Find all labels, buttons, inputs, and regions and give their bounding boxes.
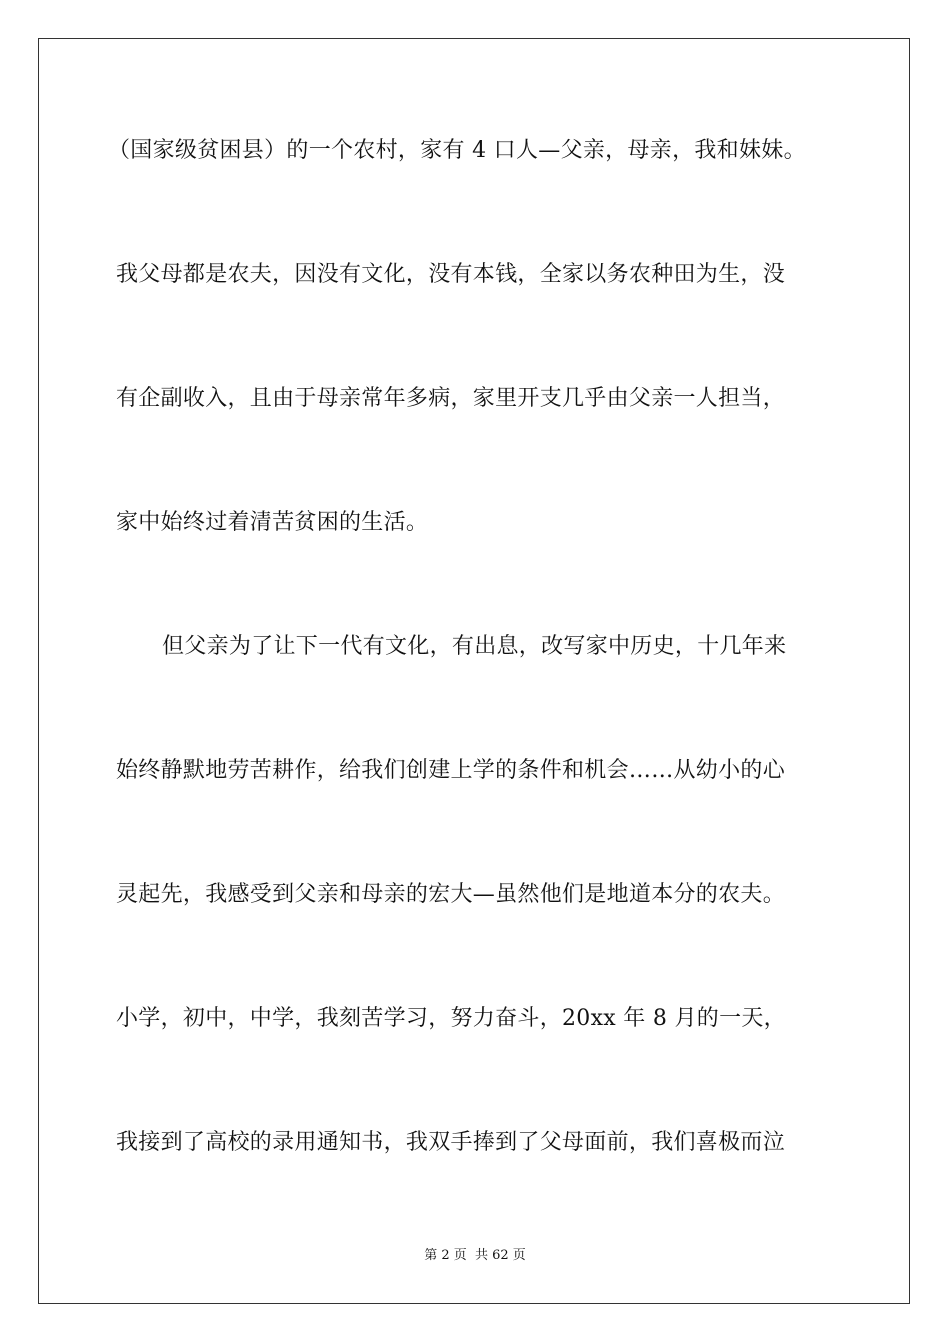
page-frame [38, 38, 910, 1304]
page-total: 共 62 页 [474, 1248, 526, 1263]
text-line-8: 小学，初中，中学，我刻苦学习，努力奋斗，20xx 年 8 月的一天， [116, 1006, 786, 1031]
page-number: 第 2 页 [424, 1248, 467, 1263]
text-line-1: （国家级贫困县）的一个农村，家有 4 口人—父亲，母亲，我和妹妹。 [108, 138, 806, 163]
text-line-2: 我父母都是农夫，因没有文化，没有本钱，全家以务农种田为生，没 [116, 262, 786, 287]
text-line-7: 灵起先，我感受到父亲和母亲的宏大—虽然他们是地道本分的农夫。 [116, 882, 786, 907]
text-line-4: 家中始终过着清苦贫困的生活。 [116, 510, 429, 535]
text-line-6: 始终静默地劳苦耕作，给我们创建上学的条件和机会……从幼小的心 [116, 758, 786, 783]
page-footer [0, 1248, 950, 1264]
text-line-5-paragraph-start: 但父亲为了让下一代有文化，有出息，改写家中历史，十几年来 [162, 634, 787, 659]
text-line-3: 有企副收入，且由于母亲常年多病，家里开支几乎由父亲一人担当， [116, 386, 786, 411]
text-line-9: 我接到了高校的录用通知书，我双手捧到了父母面前，我们喜极而泣 [116, 1130, 786, 1155]
